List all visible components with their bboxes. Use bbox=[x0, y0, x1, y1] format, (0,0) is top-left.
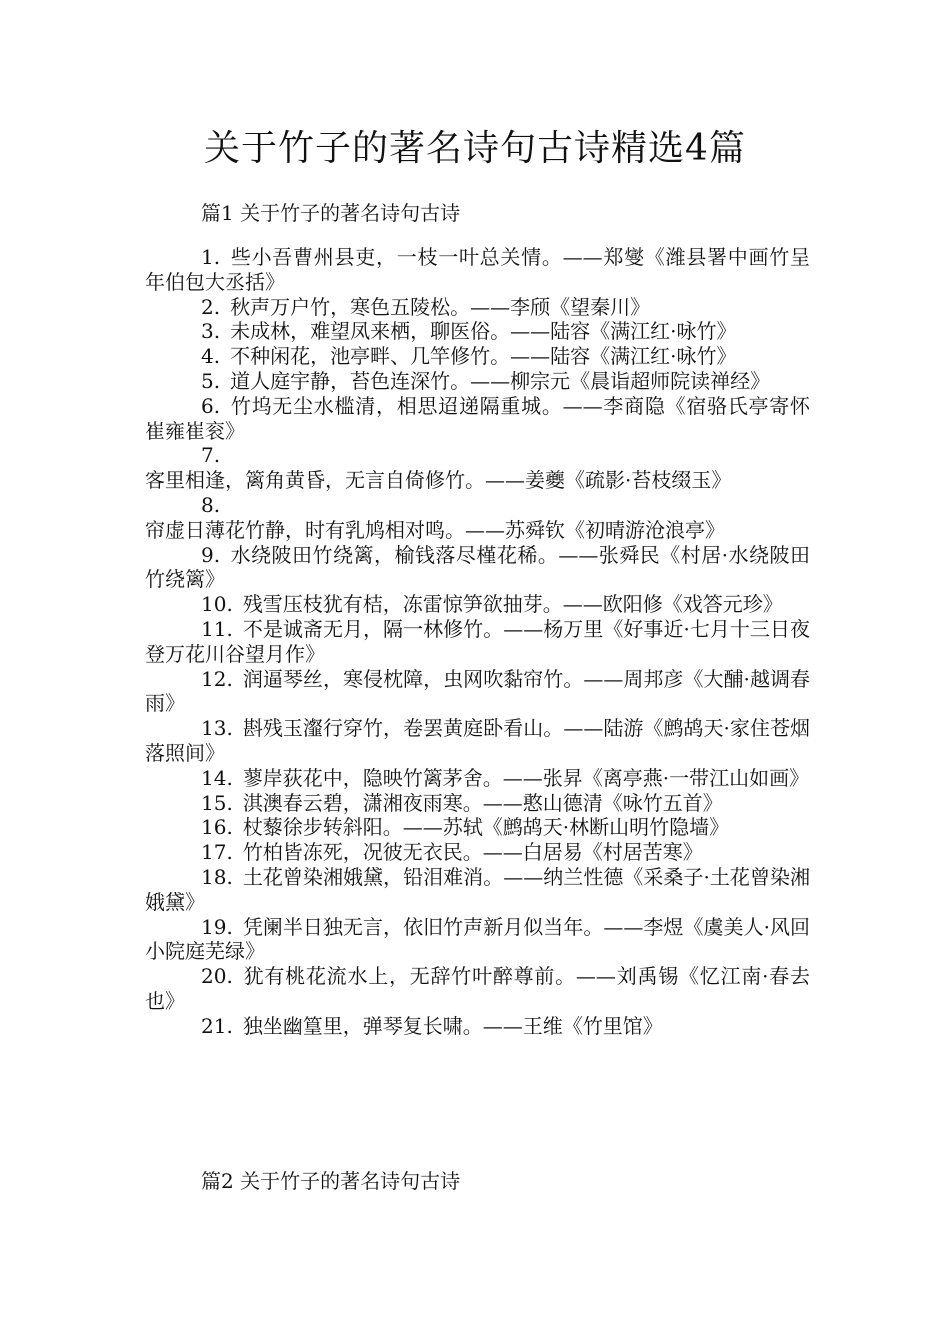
poem-text: 客里相逢，篱角黄昏，无言自倚修竹。——姜夔《疏影·苔枝缀玉》 bbox=[145, 468, 732, 493]
poem-number: 3. bbox=[201, 319, 221, 344]
poem-text: 犹有桃花流水上，无辞竹叶醉尊前。——刘禹锡《忆江南·春去也》 bbox=[145, 964, 810, 1013]
poem-number: 13. bbox=[201, 716, 233, 741]
poem-text: 不种闲花，池亭畔、几竿修竹。——陆容《满江红·咏竹》 bbox=[230, 344, 737, 369]
poem-list-item bbox=[145, 865, 810, 915]
poem-text: 淇澳春云碧，潇湘夜雨寒。——憨山德清《咏竹五首》 bbox=[242, 790, 723, 815]
poem-text: 未成林，难望凤来栖，聊医俗。——陆容《满江红·咏竹》 bbox=[230, 319, 737, 344]
poem-number: 6. bbox=[201, 393, 221, 418]
poem-list-item bbox=[145, 344, 810, 369]
poem-text: 土花曾染湘娥黛，铅泪难消。——纳兰性德《采桑子·土花曾染湘娥黛》 bbox=[145, 864, 810, 914]
poem-number: 9. bbox=[201, 542, 221, 567]
poem-text: 竹柏皆冻死，况彼无衣民。——白居易《村居苦寒》 bbox=[242, 840, 703, 865]
poem-list-item bbox=[145, 667, 810, 717]
poem-number: 17. bbox=[201, 840, 233, 865]
poem-number: 14. bbox=[201, 765, 233, 790]
poem-list-item bbox=[145, 716, 810, 766]
poem-text: 道人庭宇静，苔色连深竹。——柳宗元《晨诣超师院读禅经》 bbox=[230, 368, 771, 393]
poem-list-item bbox=[145, 964, 810, 1014]
poem-text: 润逼琴丝，寒侵枕障，虫网吹黏帘竹。——周邦彦《大酺·越调春雨》 bbox=[145, 666, 810, 716]
poem-list-item bbox=[145, 369, 810, 394]
poem-list-item bbox=[145, 543, 810, 593]
poem-list-item bbox=[145, 493, 810, 543]
poem-text: 竹坞无尘水槛清，相思迢递隔重城。——李商隐《宿骆氏亭寄怀崔雍崔衮》 bbox=[145, 393, 810, 443]
section-heading-1: 篇1 关于竹子的著名诗句古诗 bbox=[201, 201, 461, 225]
poem-list-item bbox=[145, 592, 810, 617]
poem-text: 水绕陂田竹绕篱，榆钱落尽槿花稀。——张舜民《村居·水绕陂田竹绕篱》 bbox=[145, 542, 810, 592]
poem-text: 斟残玉瀣行穿竹，卷罢黄庭卧看山。——陆游《鹧鸪天·家住苍烟落照间》 bbox=[145, 716, 810, 765]
poem-text: 蓼岸荻花中，隐映竹篱茅舍。——张昇《离亭燕·一带江山如画》 bbox=[242, 765, 810, 790]
poem-list-item bbox=[145, 319, 810, 344]
poem-number: 18. bbox=[201, 864, 233, 889]
poem-list-item bbox=[145, 791, 810, 816]
poem-number: 10. bbox=[201, 592, 233, 617]
poem-text: 杖藜徐步转斜阳。——苏轼《鹧鸪天·林断山明竹隐墙》 bbox=[242, 815, 730, 840]
poem-text: 独坐幽篁里，弹琴复长啸。——王维《竹里馆》 bbox=[242, 1013, 663, 1038]
poem-text: 不是诚斋无月，隔一林修竹。——杨万里《好事近·七月十三日夜登万花川谷望月作》 bbox=[145, 616, 810, 666]
poem-number: 16. bbox=[201, 815, 233, 840]
poem-list-item bbox=[145, 443, 810, 493]
poem-text: 残雪压枝犹有桔，冻雷惊笋欲抽芽。——欧阳修《戏答元珍》 bbox=[242, 592, 783, 617]
poem-number: 1. bbox=[201, 245, 221, 269]
poem-text: 凭阑半日独无言，依旧竹声新月似当年。——李煜《虞美人·风回小院庭芜绿》 bbox=[145, 914, 810, 964]
poem-number: 4. bbox=[201, 344, 221, 369]
poem-number: 15. bbox=[201, 790, 233, 815]
poem-list-item bbox=[145, 915, 810, 965]
poem-number: 20. bbox=[201, 964, 233, 989]
poem-number: 8. bbox=[201, 492, 221, 517]
document-title: 关于竹子的著名诗句古诗精选4篇 bbox=[204, 128, 746, 169]
poem-list-item bbox=[145, 245, 810, 295]
poem-number: 12. bbox=[201, 666, 233, 691]
poem-number: 7. bbox=[201, 443, 221, 468]
poem-number: 21. bbox=[201, 1013, 233, 1038]
poem-list-item bbox=[145, 1014, 810, 1039]
poem-list-item bbox=[145, 840, 810, 865]
poem-number: 19. bbox=[201, 914, 233, 939]
poem-text: 秋声万户竹，寒色五陵松。——李颀《望秦川》 bbox=[230, 294, 651, 319]
poem-list-item bbox=[145, 617, 810, 667]
poem-list-item bbox=[145, 766, 810, 791]
poem-text: 帘虚日薄花竹静，时有乳鸠相对鸣。——苏舜钦《初晴游沧浪亭》 bbox=[145, 517, 725, 542]
poem-text: 些小吾曹州县吏，一枝一叶总关情。——郑燮《潍县署中画竹呈年伯包大丞括》 bbox=[145, 245, 810, 294]
poem-list bbox=[145, 245, 810, 1039]
poem-number: 5. bbox=[201, 368, 221, 393]
poem-number: 11. bbox=[201, 616, 233, 641]
section-heading-2: 篇2 关于竹子的著名诗句古诗 bbox=[201, 1169, 461, 1193]
poem-list-item bbox=[145, 295, 810, 320]
poem-number: 2. bbox=[201, 294, 221, 319]
poem-list-item bbox=[145, 815, 810, 840]
poem-list-item bbox=[145, 394, 810, 444]
